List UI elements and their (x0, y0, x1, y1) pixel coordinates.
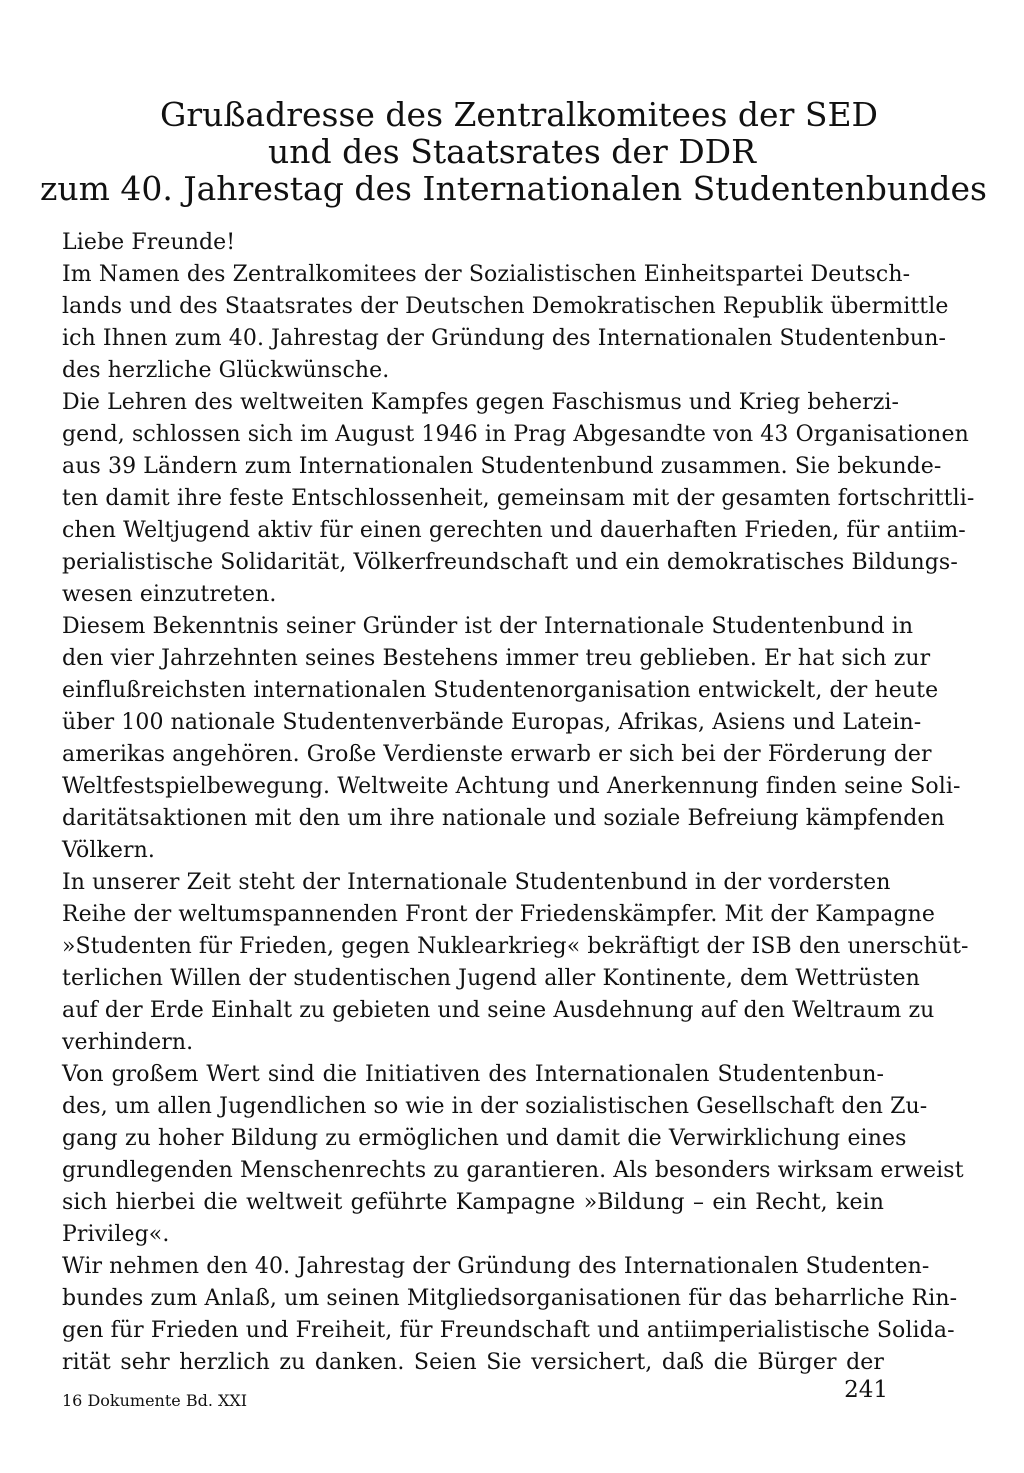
text-line: grundlegenden Menschenrechts zu garantieren. Als besonders wirksam erweist (62, 1158, 964, 1183)
document-body (62, 227, 975, 1379)
page-number: 241 (844, 1377, 888, 1403)
text-line: Im Namen des Zentralkomitees der Sozialistischen Einheitspartei Deutsch- (62, 262, 911, 287)
text-line: einflußreichsten internationalen Studentenorganisation entwickelt, der heute (62, 678, 939, 703)
text-line: chen Weltjugend aktiv für einen gerechten und dauerhaften Frieden, für antiim- (62, 518, 966, 543)
text-line: aus 39 Ländern zum Internationalen Studentenbund zusammen. Sie bekunde- (62, 454, 942, 479)
text-line: Reihe der weltumspannenden Front der Friedenskämpfer. Mit der Kampagne (62, 902, 936, 927)
text-line: Von großem Wert sind die Initiativen des Internationalen Studentenbun- (62, 1062, 884, 1087)
text-line: terlichen Willen der studentischen Jugend aller Kontinente, dem Wettrüsten (62, 966, 920, 991)
paragraph (62, 867, 969, 1059)
paragraph (62, 387, 975, 611)
text-line: Diesem Bekenntnis seiner Gründer ist der Internationale Studentenbund in (62, 614, 914, 639)
text-line: sich hierbei die weltweit geführte Kampagne »Bildung – ein Recht, kein (62, 1190, 884, 1215)
text-line: ich Ihnen zum 40. Jahrestag der Gründung des Internationalen Studentenbun- (62, 326, 946, 351)
text-line: ten damit ihre feste Entschlossenheit, gemeinsam mit der gesamten fortschrittli- (62, 486, 975, 511)
text-line: bundes zum Anlaß, um seinen Mitgliedsorganisationen für das beharrliche Rin- (62, 1286, 958, 1311)
text-line: daritätsaktionen mit den um ihre nationale und soziale Befreiung kämpfenden (62, 806, 945, 831)
page-signature: 16 Dokumente Bd. XXI (62, 1391, 248, 1410)
document-title (40, 95, 987, 209)
text-line: Völkern. (62, 838, 155, 863)
text-line: In unserer Zeit steht der Internationale Studentenbund in der vordersten (62, 870, 891, 895)
paragraph (62, 259, 949, 387)
title-line: und des Staatsrates der DDR (268, 132, 756, 172)
salutation: Liebe Freunde! (62, 230, 236, 255)
text-line: amerikas angehören. Große Verdienste erwarb er sich bei der Förderung der (62, 742, 932, 767)
text-line: Privileg«. (62, 1222, 170, 1247)
text-line: des herzliche Glückwünsche. (62, 358, 390, 383)
text-line: gang zu hoher Bildung zu ermöglichen und damit die Verwirklichung eines (62, 1126, 907, 1151)
text-line: gend, schlossen sich im August 1946 in Prag Abgesandte von 43 Organisationen (62, 422, 969, 447)
text-line: auf der Erde Einhalt zu gebieten und seine Ausdehnung auf den Weltraum zu (62, 998, 935, 1023)
text-line: Weltfestspielbewegung. Weltweite Achtung und Anerkennung finden seine Soli- (62, 774, 961, 799)
title-line: zum 40. Jahrestag des Internationalen Studentenbundes (40, 169, 987, 209)
paragraph (62, 1059, 964, 1251)
text-line: rität sehr herzlich zu danken. Seien Sie versichert, daß die Bürger der (62, 1350, 884, 1375)
title-line: Grußadresse des Zentralkomitees der SED (159, 95, 878, 135)
text-line: »Studenten für Frieden, gegen Nuklearkrieg« bekräftigt der ISB den unerschüt- (62, 934, 969, 959)
text-line: Die Lehren des weltweiten Kampfes gegen Faschismus und Krieg beherzi- (62, 390, 900, 415)
text-line: perialistische Solidarität, Völkerfreundschaft und ein demokratisches Bildungs- (62, 550, 958, 575)
text-line: über 100 nationale Studentenverbände Europas, Afrikas, Asiens und Latein- (62, 710, 922, 735)
text-line: wesen einzutreten. (62, 582, 277, 607)
text-line: Wir nehmen den 40. Jahrestag der Gründung des Internationalen Studenten- (62, 1254, 930, 1279)
text-line: verhindern. (62, 1030, 194, 1055)
text-line: den vier Jahrzehnten seines Bestehens immer treu geblieben. Er hat sich zur (62, 646, 931, 671)
paragraph (62, 611, 961, 867)
text-line: lands und des Staatsrates der Deutschen Demokratischen Republik übermittle (62, 294, 949, 319)
paragraph (62, 1251, 958, 1379)
text-line: des, um allen Jugendlichen so wie in der sozialistischen Gesellschaft den Zu- (62, 1094, 928, 1119)
text-line: gen für Frieden und Freiheit, für Freundschaft und antiimperialistische Solida- (62, 1318, 955, 1343)
